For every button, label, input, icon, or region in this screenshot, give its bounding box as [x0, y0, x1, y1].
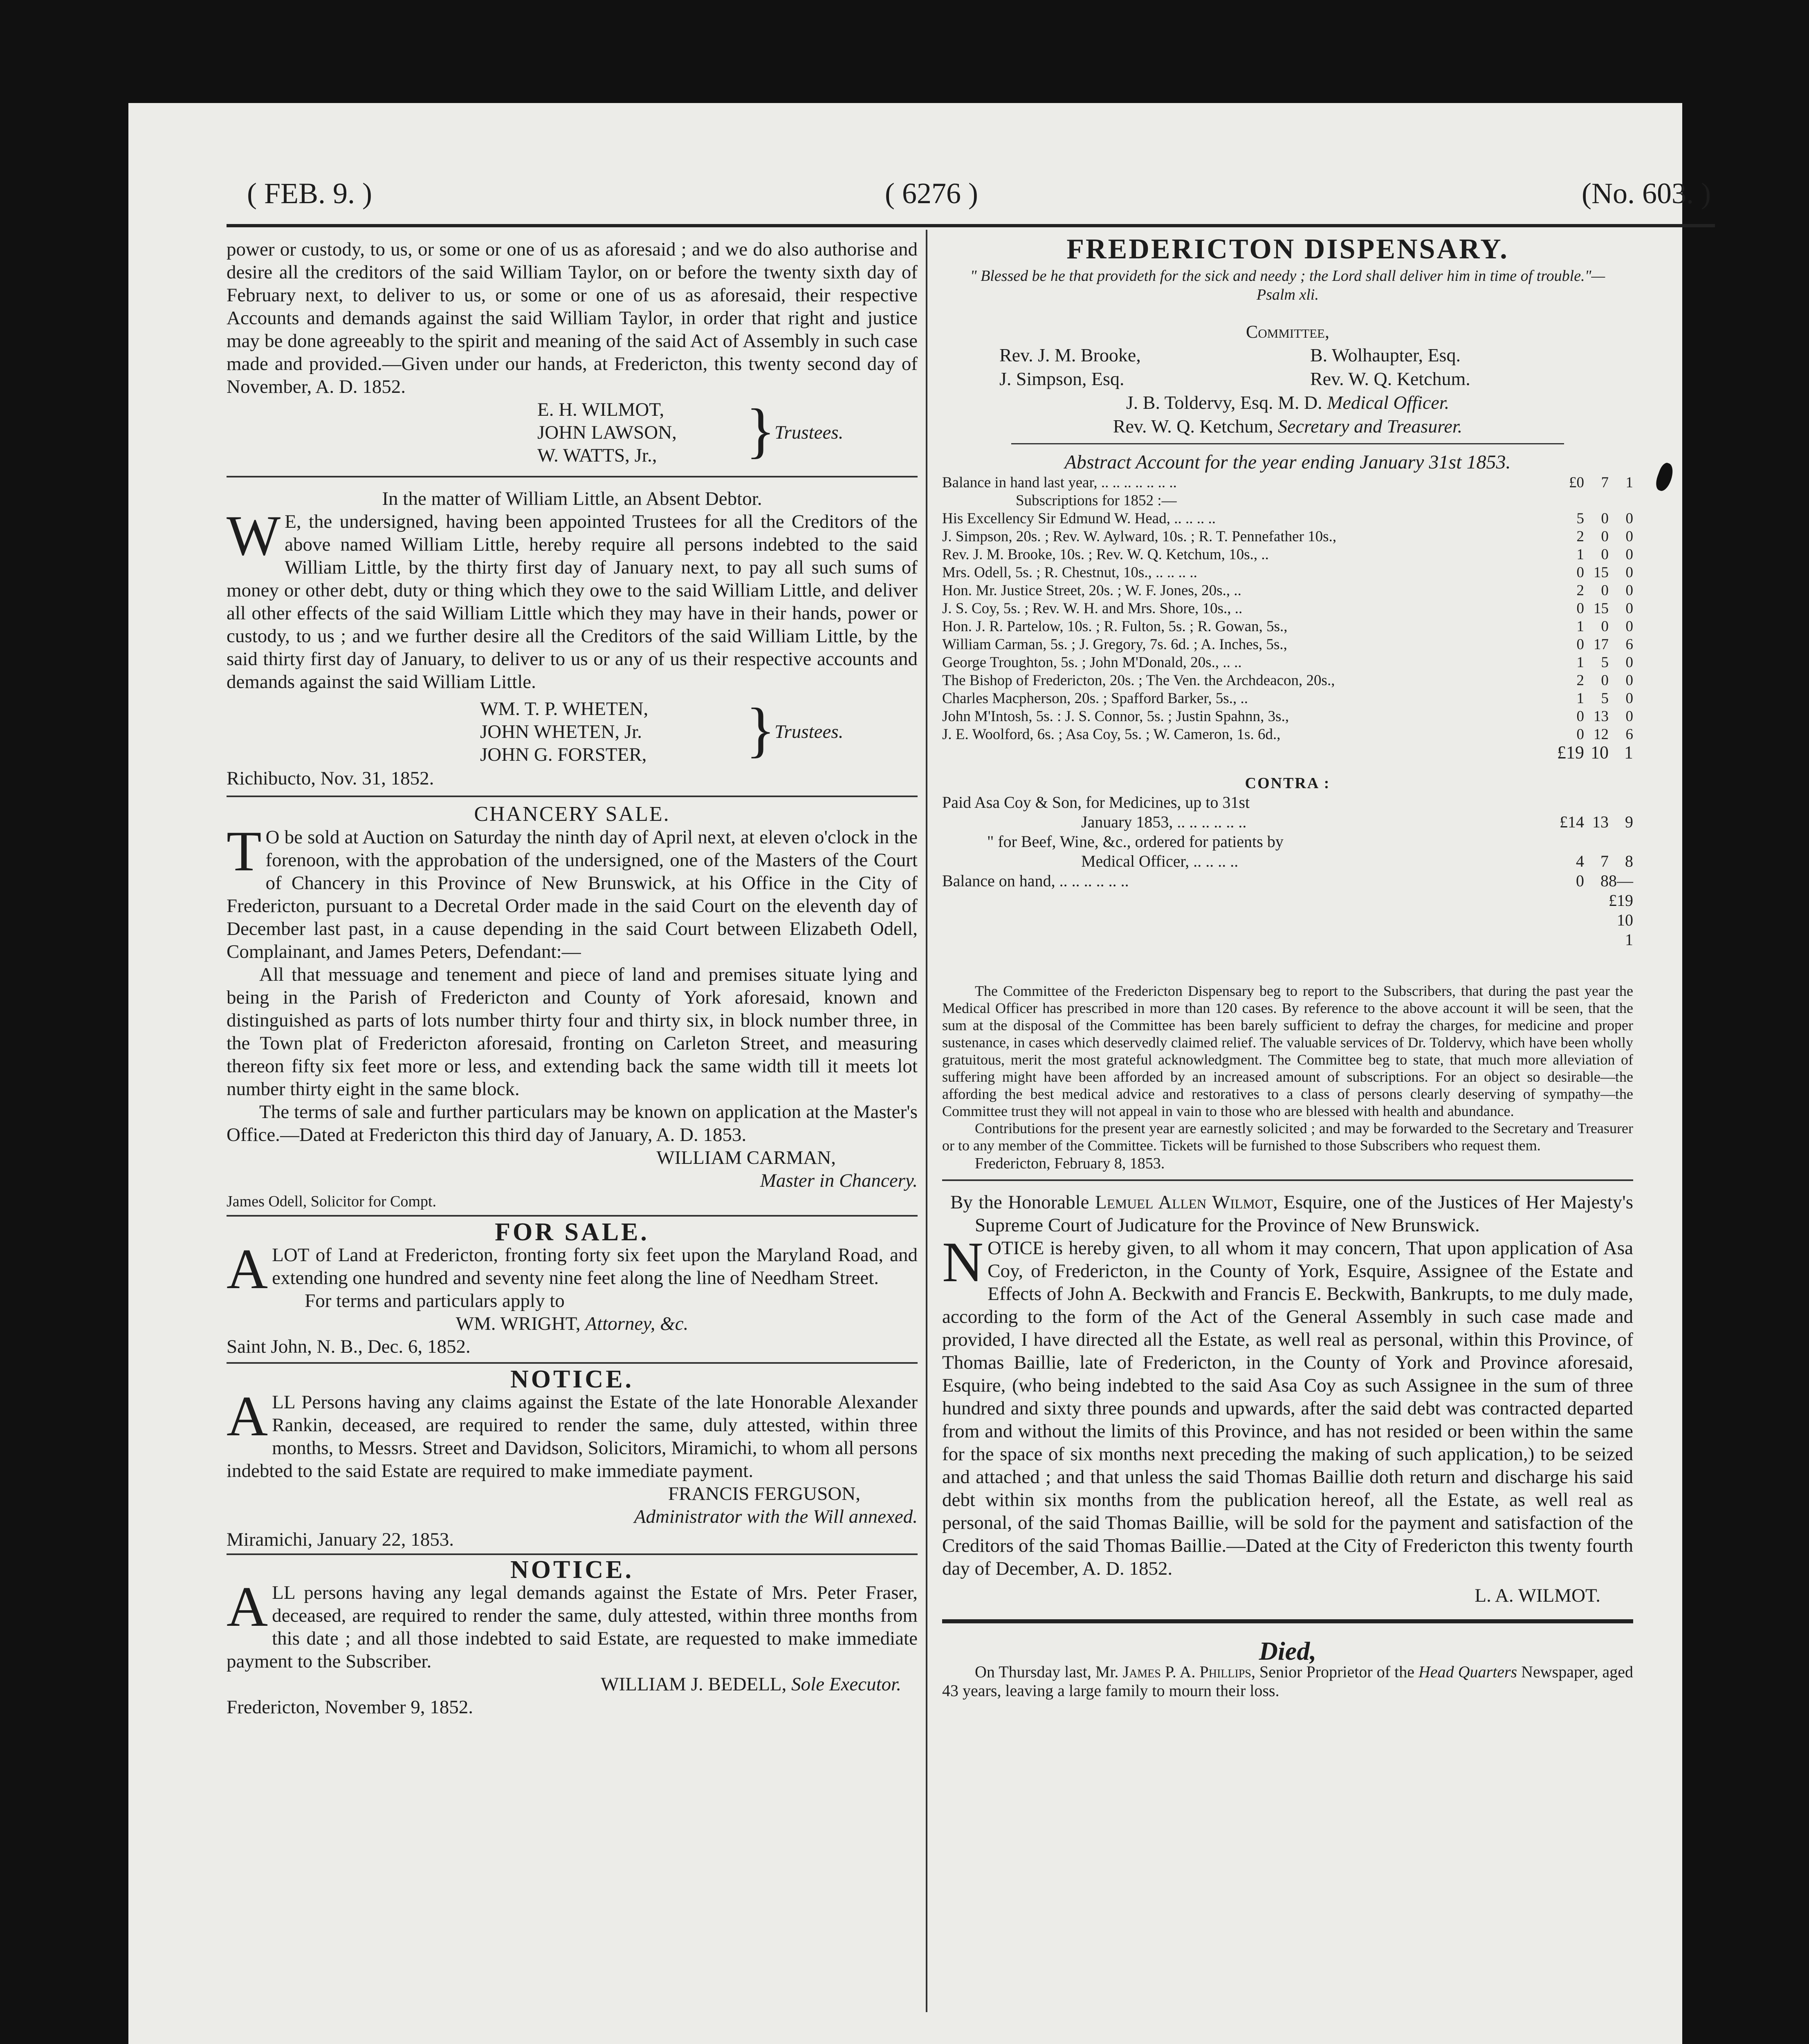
- section-rule: [1011, 443, 1564, 444]
- committee-member: B. Wolhaupter, Esq.: [1310, 345, 1461, 365]
- amount-cell: 8: [1625, 852, 1633, 870]
- newspaper-page: [128, 103, 1711, 2044]
- for-sale-text: LOT of Land at Fredericton, fronting forty six feet upon the Maryland Road, and extending one hundred and seventy nine feet along the line of Needham Street.: [272, 1244, 918, 1289]
- chancery-text-3: The terms of sale and further particulars may be known on application at the Master's Office.—Dated at Fredericton this third day of January, A. D. 1853.: [227, 1101, 918, 1145]
- table-row: [942, 744, 1633, 762]
- section-rule: [227, 476, 918, 477]
- left-column: [227, 238, 918, 1719]
- amount-cell: 1: [1576, 546, 1584, 563]
- amount-cell: 15: [1594, 564, 1609, 581]
- amount-cell: 9: [1625, 813, 1633, 831]
- secretary-role: Secretary and Treasurer.: [1278, 416, 1463, 437]
- chancery-solicitor: James Odell, Solicitor for Compt.: [227, 1193, 436, 1210]
- shillings-cell: 7: [1601, 474, 1609, 491]
- account-item: Medical Officer, .. .. .. ..: [1081, 852, 1239, 870]
- rankin-notice: [227, 1365, 918, 1551]
- drop-cap: W: [227, 504, 281, 567]
- amount-cell: 0: [1625, 564, 1633, 581]
- page-header: [247, 177, 1711, 226]
- wilmot-signer: L. A. WILMOT.: [1475, 1585, 1600, 1606]
- amount-cell: 6: [1625, 726, 1633, 743]
- amount-cell: 6: [1625, 636, 1633, 653]
- section-rule: [227, 1362, 918, 1364]
- amount-cell: 2: [1576, 582, 1584, 599]
- amount-cell: 0: [1576, 708, 1584, 725]
- amount-cell: 17: [1594, 636, 1609, 653]
- died-title: Died,: [1259, 1636, 1317, 1665]
- dispensary-date: Fredericton, February 8, 1853.: [975, 1155, 1165, 1172]
- rankin-place: Miramichi, January 22, 1853.: [227, 1529, 454, 1550]
- account-item: Mrs. Odell, 5s. ; R. Chestnut, 10s., .. .. .. ..: [942, 564, 1197, 581]
- committee-member: Rev. W. Q. Ketchum.: [1310, 368, 1470, 389]
- table-row: [942, 793, 1633, 812]
- wilmot-intro-a: By the Honorable: [950, 1192, 1095, 1213]
- chancery-title: CHANCERY SALE.: [474, 802, 670, 826]
- right-column: [942, 233, 1634, 1700]
- account-item: John M'Intosh, 5s. : J. S. Connor, 5s. ; Justin Spahnn, 3s.,: [942, 708, 1289, 725]
- amount-cell: 5: [1601, 654, 1609, 671]
- wilmot-intro-b: , Esquire, one of the Justices of Her Majesty's Supreme Court of Judicature for the Province of New Brunswick.: [975, 1192, 1634, 1236]
- trustee-name: JOHN G. FORSTER,: [480, 744, 647, 765]
- section-rule: [227, 1215, 918, 1217]
- account-item: His Excellency Sir Edmund W. Head, .. .. .. ..: [942, 510, 1216, 527]
- little-place: Richibucto, Nov. 31, 1852.: [227, 768, 434, 789]
- amount-cell: 5: [1576, 510, 1584, 527]
- table-row: [942, 812, 1633, 832]
- account-table: [942, 474, 1633, 510]
- died-text-b: , Senior Proprietor of the: [1251, 1663, 1418, 1681]
- died-paper: Head Quarters: [1418, 1663, 1517, 1681]
- trustee-name: W. WATTS, Jr.,: [537, 445, 657, 466]
- table-row: [942, 871, 1633, 950]
- chancery-signer: WILLIAM CARMAN,: [656, 1147, 836, 1168]
- little-notice: [227, 487, 918, 790]
- for-sale-signer: WM. WRIGHT,: [456, 1313, 581, 1334]
- amount-cell: 0: [1576, 636, 1584, 653]
- chancery-text-2: All that messuage and tenement and piece of land and premises situate lying and being in the Parish of Fredericton and County of York aforesaid, known and distinguished as parts of lots number thirty four and thirty six, in block number three, in the Town plat of Fredericton aforesaid, fronting on Carleton Street, and measuring thereon fifty six feet more or less, and extending back the same width till it meets lot number thirty eight in the same block.: [227, 964, 918, 1100]
- account-item: January 1853, .. .. .. .. .. ..: [1081, 813, 1247, 831]
- committee-member: Rev. J. M. Brooke,: [999, 345, 1141, 365]
- amount-cell: 0: [1625, 546, 1633, 563]
- medical-officer-role: Medical Officer.: [1327, 392, 1450, 413]
- amount-cell: 5: [1601, 690, 1609, 707]
- amount-cell: 13: [1594, 708, 1609, 725]
- died-name: James P. A. Phillips: [1122, 1663, 1252, 1681]
- trustee-name: E. H. WILMOT,: [537, 399, 664, 420]
- notice-title: NOTICE.: [510, 1365, 634, 1393]
- trustees-label: Trustees.: [774, 721, 844, 742]
- for-sale-place: Saint John, N. B., Dec. 6, 1852.: [227, 1336, 471, 1357]
- fraser-signer-role: Sole Executor.: [791, 1674, 901, 1695]
- amount-cell: 0: [1576, 600, 1584, 617]
- account-item: J. Simpson, 20s. ; Rev. W. Aylward, 10s. ; R. T. Pennefather 10s.,: [942, 528, 1337, 545]
- table-row: [942, 690, 1633, 708]
- ink-blot: [1653, 461, 1676, 493]
- account-item: Balance on hand, .. .. .. .. .. ..: [942, 872, 1129, 890]
- table-row: [942, 546, 1633, 564]
- section-rule: [942, 1619, 1633, 1623]
- drop-cap: A: [227, 1237, 268, 1301]
- amount-cell: 0: [1625, 510, 1633, 527]
- chancery-signer-role: Master in Chancery.: [760, 1170, 918, 1191]
- died-text-c: Newspaper, aged 43 years, leaving a large family to mourn their loss.: [942, 1663, 1633, 1700]
- trustees-label: Trustees.: [774, 422, 844, 443]
- table-row: [942, 510, 1633, 528]
- wilmot-text: OTICE is hereby given, to all whom it may concern, That upon application of Asa Coy, of Fredericton, in the County of York, Esquire, Assignee of the Estate and Effects of John A. Beckwith and Francis E. Beckwith, Bankrupts, to me duly made, according to the form of the Act of the General Assembly in such case made and provided, I have directed all the Estate, as well real as personal, within this Province, of Thomas Baillie, late of Fredericton, in the County of York and Province aforesaid, Esquire, (who being indebted to the said Asa Coy as such Assignee in the sum of three hundred and sixty three pounds and upwards, after the said debt was contracted departed from and without the limits of this Province, and has not resided or been within the same for the space of six months next preceding the making of such application,) to be seized and attached ; and that unless the said Thomas Baillie doth return and discharge his said debt within six months from the publication hereof, all the Estate, as well real as personal, of the said Thomas Baillie, will be sold for the payment and satisfaction of the Creditors of the said Thomas Baillie.—Dated at the City of Fredericton this twenty fourth day of December, A. D. 1852.: [942, 1237, 1633, 1579]
- death-notice: [942, 1636, 1633, 1700]
- drop-cap: T: [227, 820, 262, 883]
- amount-cell: 1: [1576, 654, 1584, 671]
- dispensary-contributions: Contributions for the present year are earnestly solicited ; and may be forwarded to the Secretary and Treasurer or to any member of the Committee. Tickets will be furnished to those Subscribers who request them.: [942, 1120, 1633, 1154]
- drop-cap: N: [942, 1230, 984, 1294]
- taylor-notice: [227, 238, 918, 468]
- committee-list: [942, 343, 1633, 391]
- for-sale-title: FOR SALE.: [495, 1218, 649, 1246]
- amount-cell: 0: [1625, 618, 1633, 635]
- account-item: Hon. J. R. Partelow, 10s. ; R. Fulton, 5s. ; R. Gowan, 5s.,: [942, 618, 1288, 635]
- abstract-title: Abstract Account for the year ending January 31st 1853.: [1064, 451, 1511, 473]
- for-sale-notice: [227, 1218, 918, 1358]
- table-row: [942, 618, 1633, 636]
- amount-cell: 2: [1576, 528, 1584, 545]
- table-row: [942, 708, 1633, 726]
- trustee-name: JOHN LAWSON,: [537, 422, 677, 443]
- column-divider: [926, 230, 927, 2012]
- account-label: Balance in hand last year, .. .. .. .. .. .. ..: [942, 474, 1177, 491]
- table-row: [942, 474, 1633, 492]
- notice-title: NOTICE.: [510, 1556, 634, 1584]
- fraser-signer: WILLIAM J. BEDELL,: [601, 1674, 787, 1695]
- header-issue-number: (No. 603. ): [1582, 177, 1711, 210]
- amount-cell: 0: [1625, 582, 1633, 599]
- wilmot-notice: [942, 1191, 1633, 1607]
- amount-cell: 0: [1625, 708, 1633, 725]
- header-rule: [227, 224, 1715, 227]
- total-table: [942, 744, 1633, 762]
- amount-cell: [1609, 832, 1633, 852]
- taylor-text: power or custody, to us, or some or one of us as aforesaid ; and we do also authorise and desire all the creditors of the said William Taylor, on or before the twenty sixth day of February next, to deliver to us, or some or one of us as aforesaid, their respective Accounts and demands against the said William Taylor, in order that right and justice may be done agreeably to the spirit and meaning of the said Act of Assembly in such case made and provided.—Given under our hands, at Fredericton, this twenty second day of November, A. D. 1852.: [227, 239, 918, 397]
- amount-cell: 8— £19 10 1: [1609, 872, 1633, 949]
- died-text-a: On Thursday last, Mr.: [975, 1663, 1123, 1681]
- secretary: Rev. W. Q. Ketchum,: [1113, 416, 1273, 437]
- account-item: J. S. Coy, 5s. ; Rev. W. H. and Mrs. Shore, 10s., ..: [942, 600, 1243, 617]
- total-pence: 1: [1624, 742, 1633, 762]
- table-row: [942, 582, 1633, 600]
- header-page-number: ( 6276 ): [885, 177, 978, 210]
- amount-cell: [1584, 832, 1609, 852]
- dispensary-title: FREDERICTON DISPENSARY.: [1066, 233, 1509, 265]
- section-rule: [227, 1553, 918, 1555]
- account-item: Rev. J. M. Brooke, 10s. ; Rev. W. Q. Ketchum, 10s., ..: [942, 546, 1269, 563]
- account-item: The Bishop of Fredericton, 20s. ; The Ven. the Archdeacon, 20s.,: [942, 672, 1335, 689]
- header-date: ( FEB. 9. ): [247, 177, 372, 210]
- amount-cell: [1551, 832, 1584, 852]
- little-text: E, the undersigned, having been appointed Trustees for all the Creditors of the above named William Little, hereby require all persons indebted to the said William Little, by the thirty first day of January next, to pay all such sums of money or other debt, duty or thing which they owe to the said William Little, and deliver all other effects of the said William Little which they may have in their hands, power or custody, to us ; and we further desire all the Creditors of the said William Little, by the said thirty first day of January, to deliver to us or any of us their respective accounts and demands against the said William Little.: [227, 511, 918, 693]
- rankin-signer-role: Administrator with the Will annexed.: [634, 1506, 918, 1527]
- medical-officer: J. B. Toldervy, Esq. M. D.: [1126, 392, 1322, 413]
- pence-cell: 1: [1625, 474, 1633, 491]
- amount-cell: 0: [1625, 690, 1633, 707]
- amount-cell: 0: [1576, 564, 1584, 581]
- account-item: " for Beef, Wine, &c., ordered for patients by: [987, 832, 1284, 851]
- amount-cell: 0: [1601, 528, 1609, 545]
- amount-cell: 0: [1601, 618, 1609, 635]
- account-item: George Troughton, 5s. ; John M'Donald, 20s., .. ..: [942, 654, 1242, 671]
- rankin-signer: FRANCIS FERGUSON,: [668, 1483, 860, 1504]
- amount-cell: 1: [1576, 618, 1584, 635]
- amount-cell: 12: [1594, 726, 1609, 743]
- amount-cell: 15: [1594, 600, 1609, 617]
- amount-cell: 8: [1600, 872, 1609, 890]
- for-sale-text-2: For terms and particulars apply to: [305, 1290, 565, 1311]
- taylor-signatures: E. H. WILMOT, JOHN LAWSON, W. WATTS, Jr., } Trustees.: [537, 397, 844, 466]
- amount-cell: 7: [1600, 852, 1609, 870]
- wilmot-intro-name: Lemuel Allen Wilmot: [1095, 1192, 1273, 1213]
- dispensary-report: The Committee of the Fredericton Dispensary beg to report to the Subscribers, that during the past year the Medical Officer has prescribed in more than 120 cases. By reference to the above account it will be seen, that the sum at the disposal of the Committee has been barely sufficient to defray the charges, for medicine and proper sustenance, in cases which deservedly claimed relief. The valuable services of Dr. Toldervy, which have been wholly gratuitous, merit the most grateful acknowledgment. The Committee beg to state, that much more alleviation of suffering might have been afforded by an increased amount of subscriptions. For an object so desirable—the affording the best medical advice and restoratives to a class of persons clearly deserving of sympathy—the Committee trust they will not appeal in vain to those who are blessed with health and abundance.: [942, 983, 1633, 1119]
- amount-cell: 0: [1601, 672, 1609, 689]
- subscriptions-label: Subscriptions for 1852 :—: [1016, 492, 1177, 509]
- amount-cell: [1584, 793, 1609, 812]
- table-row: [942, 654, 1633, 672]
- committee-member: J. Simpson, Esq.: [999, 368, 1124, 389]
- table-row: [942, 600, 1633, 618]
- section-rule: [227, 796, 918, 797]
- little-title: In the matter of William Little, an Absent Debtor.: [382, 488, 762, 509]
- amount-cell: 0: [1625, 654, 1633, 671]
- amount-cell: 0: [1576, 726, 1584, 743]
- account-item: J. E. Woolford, 6s. ; Asa Coy, 5s. ; W. Cameron, 1s. 6d.,: [942, 726, 1281, 743]
- table-row: [942, 852, 1633, 871]
- pounds-cell: £0: [1569, 474, 1584, 491]
- table-row: [942, 564, 1633, 582]
- section-rule: [942, 1179, 1633, 1181]
- account-item: William Carman, 5s. ; J. Gregory, 7s. 6d. ; A. Inches, 5s.,: [942, 636, 1287, 653]
- amount-cell: 2: [1576, 672, 1584, 689]
- for-sale-signer-role: Attorney, &c.: [585, 1313, 689, 1334]
- total-shillings: 10: [1591, 742, 1609, 762]
- fraser-text: LL persons having any legal demands against the Estate of Mrs. Peter Fraser, deceased, are required to render the same, duly attested, within three months from this date ; and all those indebted to said Estate, are requested to make immediate payment to the Subscriber.: [227, 1582, 918, 1672]
- fraser-notice: [227, 1558, 918, 1719]
- committee-label: Committee,: [1246, 322, 1329, 342]
- amount-cell: 4: [1576, 852, 1584, 870]
- amount-cell: 13: [1592, 813, 1609, 831]
- total-pounds: £19: [1557, 742, 1584, 762]
- amount-cell: 0: [1625, 600, 1633, 617]
- table-row: [942, 528, 1633, 546]
- table-row: [942, 726, 1633, 744]
- amount-cell: 0: [1625, 528, 1633, 545]
- little-signatures: WM. T. P. WHETEN, JOHN WHETEN, Jr. JOHN G. FORSTER, } Trustees.: [480, 696, 844, 765]
- amount-cell: 1: [1576, 690, 1584, 707]
- rankin-text: LL Persons having any claims against the Estate of the late Honorable Alexander Rankin, deceased, are required to render the same, duly attested, within three months, to Messrs. Street and Davidson, Solicitors, Miramichi, to whom all persons indebted to the said Estate are required to make immediate payment.: [227, 1392, 918, 1481]
- amount-cell: 0: [1576, 872, 1584, 890]
- drop-cap: A: [227, 1385, 268, 1448]
- amount-cell: [1609, 793, 1633, 812]
- chancery-sale: [227, 803, 918, 1211]
- amount-cell: 0: [1625, 672, 1633, 689]
- trustee-name: WM. T. P. WHETEN,: [480, 698, 649, 719]
- table-row: [942, 832, 1633, 852]
- chancery-text-1: O be sold at Auction on Saturday the ninth day of April next, at eleven o'clock in the forenoon, with the approbation of the undersigned, one of the Masters of the Court of Chancery in this Province of New Brunswick, at his Office in the City of Fredericton, pursuant to a Decretal Order made in the said Court on the eleventh day of December last past, in a cause depending in the said Court between Elizabeth Odell, Complainant, and James Peters, Defendant:—: [227, 827, 918, 962]
- drop-cap: A: [227, 1575, 268, 1638]
- amount-cell: [1551, 793, 1584, 812]
- contra-table: [942, 793, 1633, 950]
- amount-cell: 0: [1601, 546, 1609, 563]
- trustee-name: JOHN WHETEN, Jr.: [480, 721, 642, 742]
- amount-cell: £14: [1560, 813, 1584, 831]
- fraser-place: Fredericton, November 9, 1852.: [227, 1697, 474, 1718]
- amount-cell: 0: [1601, 510, 1609, 527]
- dispensary-section: [942, 233, 1633, 1173]
- amount-cell: 0: [1601, 582, 1609, 599]
- subscriptions-table: [942, 510, 1633, 744]
- account-item: Paid Asa Coy & Son, for Medicines, up to 31st: [942, 793, 1250, 811]
- account-item: Charles Macpherson, 20s. ; Spafford Barker, 5s., ..: [942, 690, 1248, 707]
- dispensary-quote: " Blessed be he that provideth for the sick and needy ; the Lord shall deliver him in time of trouble."—Psalm xli.: [970, 267, 1605, 303]
- table-row: [942, 672, 1633, 690]
- table-row: [942, 636, 1633, 654]
- account-item: Hon. Mr. Justice Street, 20s. ; W. F. Jones, 20s., ..: [942, 582, 1241, 599]
- contra-label: CONTRA :: [1245, 775, 1331, 792]
